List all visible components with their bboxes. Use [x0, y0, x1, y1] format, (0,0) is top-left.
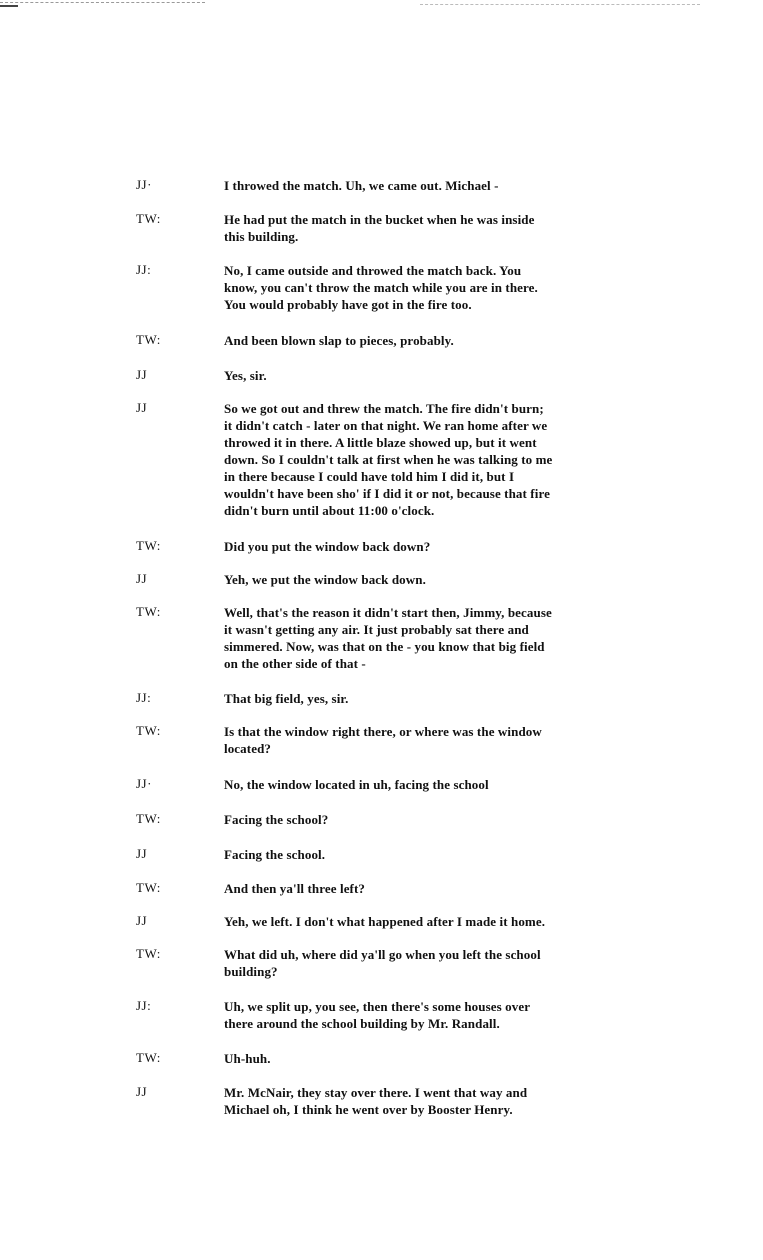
dialogue-text: Is that the window right there, or where was the window located?: [224, 724, 542, 756]
speaker-label: JJ:: [136, 690, 152, 705]
top-dashed-rule-right: [420, 4, 700, 5]
dialogue-text: So we got out and threw the match. The fire didn't burn; it didn't catch - later on that night. We ran home after we throwed it in there. A little blaze showed up, but it went down. So I couldn't talk at first when he was talking to me in there because I could have told him I did it, but I wouldn't have been sho' if I did it or not, because that fire didn't burn until about 11:00 o'clock.: [224, 401, 553, 518]
speaker-label: TW:: [136, 946, 161, 961]
dialogue-text: Facing the school?: [224, 812, 329, 827]
dialogue-text: Yes, sir.: [224, 368, 267, 383]
top-corner-mark: [0, 5, 18, 7]
speaker-label: JJ: [136, 846, 148, 861]
speaker-label: TW:: [136, 538, 161, 553]
dialogue-text: That big field, yes, sir.: [224, 691, 349, 706]
dialogue-text: Well, that's the reason it didn't start then, Jimmy, because it wasn't getting any air. It just probably sat there and simmered. Now, was that on the - you know that big field on the other side of that -: [224, 605, 552, 671]
dialogue-text: I throwed the match. Uh, we came out. Michael -: [224, 178, 499, 193]
dialogue-text: No, the window located in uh, facing the school: [224, 777, 489, 792]
speaker-label: JJ·: [136, 776, 152, 791]
speaker-label: TW:: [136, 880, 161, 895]
dialogue-text: Facing the school.: [224, 847, 326, 862]
speaker-label: JJ: [136, 400, 148, 415]
speaker-label: JJ:: [136, 998, 152, 1013]
dialogue-text: Mr. McNair, they stay over there. I went that way and Michael oh, I think he went over by Booster Henry.: [224, 1085, 528, 1117]
speaker-label: TW:: [136, 332, 161, 347]
dialogue-text: What did uh, where did ya'll go when you left the school building?: [224, 947, 541, 979]
dialogue-text: Uh-huh.: [224, 1051, 271, 1066]
speaker-label: TW:: [136, 211, 161, 226]
speaker-label: TW:: [136, 811, 161, 826]
speaker-label: JJ: [136, 571, 148, 586]
dialogue-text: Yeh, we put the window back down.: [224, 572, 426, 587]
dialogue-text: Uh, we split up, you see, then there's some houses over there around the school building by Mr. Randall.: [224, 999, 531, 1031]
dialogue-text: Yeh, we left. I don't what happened after I made it home.: [224, 914, 546, 929]
dialogue-text: No, I came outside and throwed the match back. You know, you can't throw the match while you are in there. You would probably have got in the fire too.: [224, 263, 538, 312]
speaker-label: JJ: [136, 1084, 148, 1099]
dialogue-text: And then ya'll three left?: [224, 881, 366, 896]
speaker-label: JJ: [136, 913, 148, 928]
dialogue-text: Did you put the window back down?: [224, 539, 431, 554]
speaker-label: TW:: [136, 723, 161, 738]
dialogue-text: And been blown slap to pieces, probably.: [224, 333, 454, 348]
speaker-label: TW:: [136, 1050, 161, 1065]
top-dashed-rule-left: [0, 2, 205, 3]
top-edge-marks: [0, 2, 763, 6]
speaker-label: TW:: [136, 604, 161, 619]
speaker-label: JJ: [136, 367, 148, 382]
dialogue-text: He had put the match in the bucket when he was inside this building.: [224, 212, 535, 244]
speaker-label: JJ:: [136, 262, 152, 277]
speaker-label: JJ·: [136, 177, 152, 192]
